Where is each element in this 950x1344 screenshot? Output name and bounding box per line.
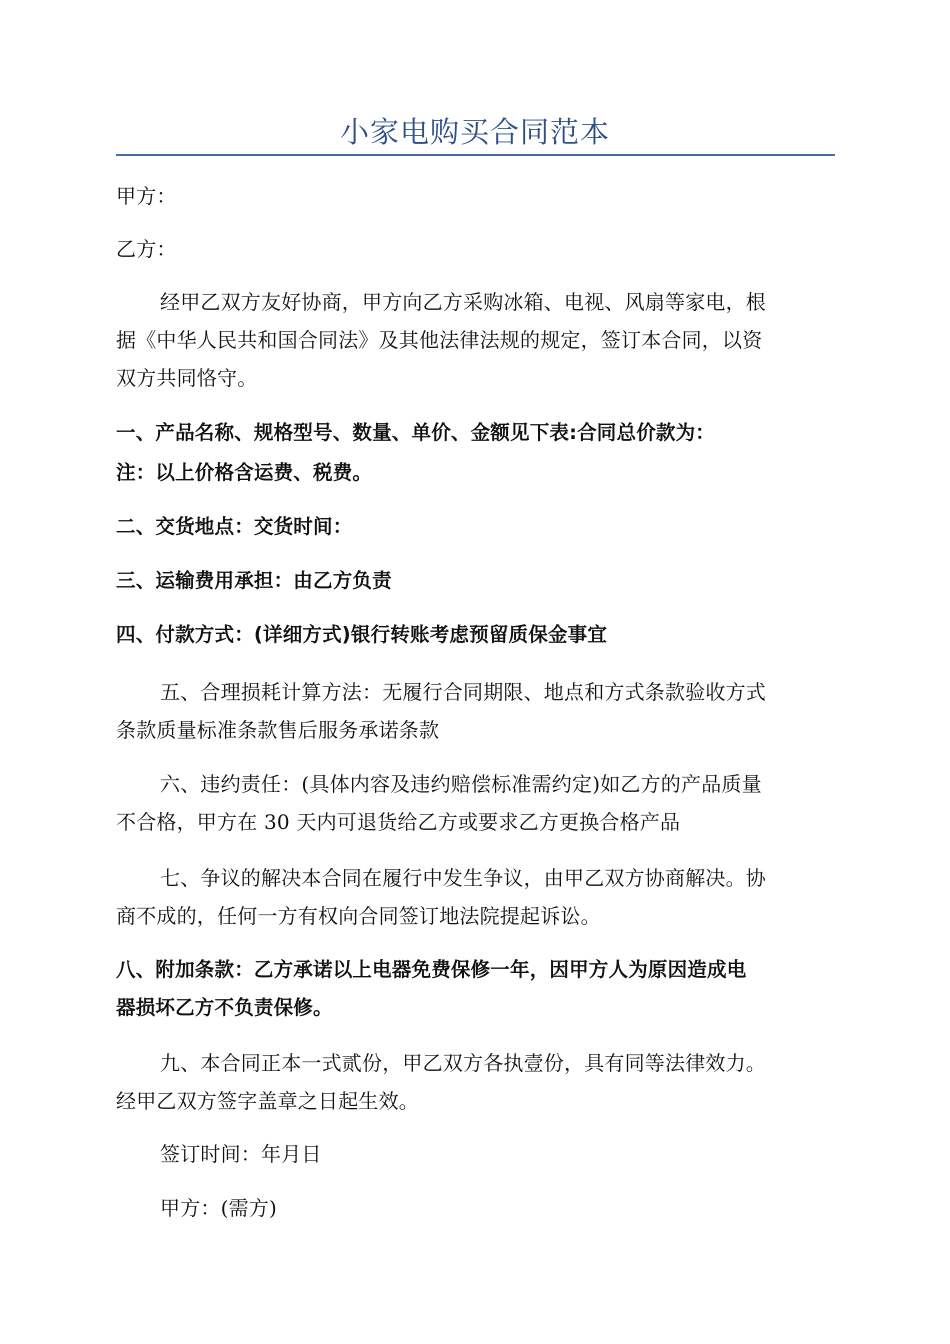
preamble-line-2: 据《中华人民共和国合同法》及其他法律法规的规定，签订本合同，以资	[116, 328, 763, 352]
party-b-label: 乙方：	[116, 237, 177, 261]
clause-9-line-2: 经甲乙双方签字盖章之日起生效。	[116, 1089, 419, 1113]
preamble-line-3: 双方共同恪守。	[116, 366, 258, 390]
title-underline	[116, 154, 835, 156]
sign-party-a: 甲方：(需方)	[160, 1196, 278, 1220]
clause-8-line-2: 器损坏乙方不负责保修。	[116, 996, 333, 1019]
clause-7-line-1: 七、争议的解决本合同在履行中发生争议，由甲乙双方协商解决。协	[160, 866, 766, 890]
document-title: 小家电购买合同范本	[339, 115, 610, 149]
preamble-line-1: 经甲乙双方友好协商，甲方向乙方采购冰箱、电视、风扇等家电，根	[160, 290, 766, 314]
clause-8-line-1: 八、附加条款：乙方承诺以上电器免费保修一年，因甲方人为原因造成电	[116, 958, 747, 981]
clause-5-line-1: 五、合理损耗计算方法：无履行合同期限、地点和方式条款验收方式	[160, 680, 766, 704]
clause-6-line-1: 六、违约责任：(具体内容及违约赔偿标准需约定)如乙方的产品质量	[160, 772, 762, 796]
clause-9-line-1: 九、本合同正本一式贰份，甲乙双方各执壹份，具有同等法律效力。	[160, 1051, 766, 1075]
clause-6-line-2: 不合格，甲方在 30 天内可退货给乙方或要求乙方更换合格产品	[116, 810, 681, 834]
clause-5-line-2: 条款质量标准条款售后服务承诺条款	[116, 718, 440, 742]
clause-4: 四、付款方式：(详细方式)银行转账考虑预留质保金事宜	[116, 623, 608, 646]
party-a-label: 甲方：	[116, 184, 177, 208]
clause-7-line-2: 商不成的，任何一方有权向合同签订地法院提起诉讼。	[116, 904, 601, 928]
clause-3: 三、运输费用承担：由乙方负责	[116, 569, 392, 592]
clause-2: 二、交货地点：交货时间：	[116, 515, 353, 538]
sign-date: 签订时间：年月日	[160, 1142, 322, 1166]
clause-1-note: 注：以上价格含运费、税费。	[116, 461, 373, 484]
clause-1: 一、产品名称、规格型号、数量、单价、金额见下表:合同总价款为：	[116, 421, 715, 444]
